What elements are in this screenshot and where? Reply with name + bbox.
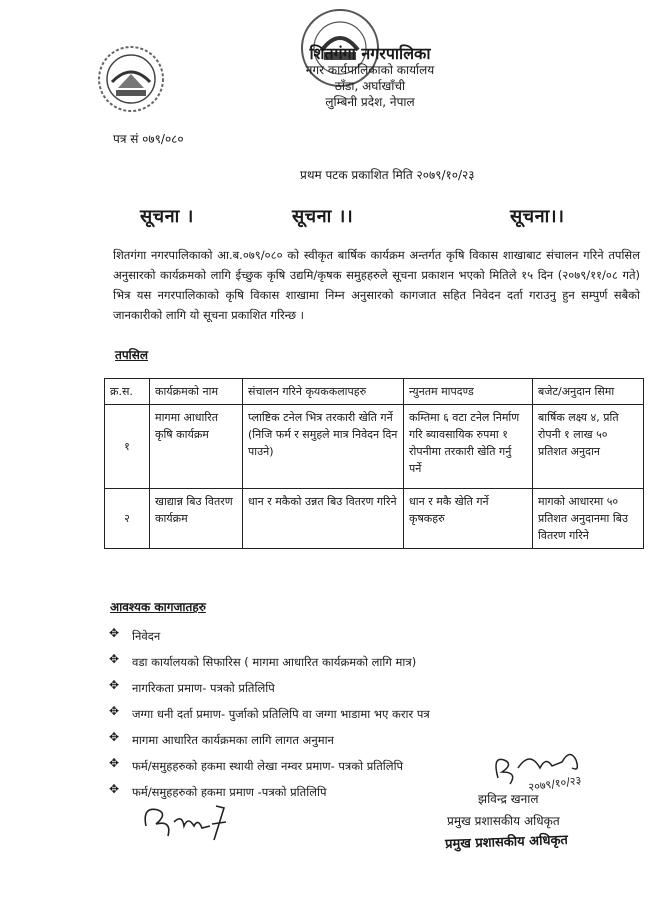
bullet-icon [110,683,120,693]
table-cell: मागको आधारमा ५० प्रतिशत अनुदानमा बिउ वितरण गरिने [533,489,644,549]
documents-heading: आवश्यक कागजातहरु [110,600,206,614]
notice-label-1: सूचना । [140,206,194,227]
table-cell: धान र मकैको उन्नत बिउ वितरण गरिने [243,489,404,549]
bullet-icon [110,631,120,641]
table-cell: खाद्यान्न बिउ वितरण कार्यक्रम [150,489,243,549]
table-row [105,489,644,549]
bullet-icon [110,787,120,797]
column-header: संचालन गरिने कृयककलापहरु [243,379,404,405]
list-item: ✥ फर्म/समुहहरुको हकमा स्थायी लेखा नम्वर प्रमाण- पत्रको प्रतिलिपि [110,753,430,779]
column-header: क्र.स. [105,379,150,405]
table-cell: कम्तिमा ६ वटा टनेल निर्माण गरि ब्यावसायिक रुपमा १ रोपनीमा तरकारी खेति गर्नु पर्ने [404,405,533,489]
table-cell: मागमा आधारित कृषि कार्यक्रम [150,405,243,489]
column-header: न्युनतम मापदण्ड [404,379,533,405]
office-name: नगर कार्यपालिकाको कार्यालय [305,63,435,77]
official-stamp-text: प्रमुख प्रशासकीय अधिकृत [444,832,569,853]
list-item: ✥ निवेदन [110,623,430,649]
header-block [270,46,470,110]
signatory-name: झविन्द्र खनाल [478,792,539,806]
table-cell: २ [105,489,150,549]
column-header: कार्यक्रमको नाम [150,379,243,405]
office-place: ठाँडा, अर्घाखाँची [334,79,406,93]
table-row [105,405,644,489]
notice-label-3: सूचना।। [510,206,565,227]
list-item: ✥ फर्म/समुहहरुको हकमा प्रमाण -पत्रको प्रतिलिपि [110,779,430,805]
documents-section [110,598,430,805]
signature-right [490,738,610,796]
table-cell: प्लाष्टिक टनेल भित्र तरकारी खेति गर्ने (निजि फर्म र समुहले मात्र निवेदन दिन पाउने) [243,405,404,489]
bullet-icon [110,657,120,667]
signatory-title: प्रमुख प्रशासकीय अधिकृत [447,814,560,828]
list-item: ✥ जग्गा धनी दर्ता प्रमाण- पुर्जाको प्रतिलिपि वा जग्गा भाडामा भए करार पत्र [110,701,430,727]
svg-text:२०७९/१०/२३: २०७९/१०/२३ [527,773,583,794]
list-item: ✥ नागरिकता प्रमाण- पत्रको प्रतिलिपि [110,675,430,701]
table-cell: धान र मकै खेति गर्ने कृषकहरु [404,489,533,549]
municipality-title: शितगंगा नगरपालिका [309,44,431,63]
bullet-icon [110,735,120,745]
signature-left [138,796,248,846]
notice-label-2: सूचना ।। [292,206,354,227]
table-cell: १ [105,405,150,489]
table-cell: बार्षिक लक्ष्य ४, प्रति रोपनी १ लाख ५० प्रतिशत अनुदान [533,405,644,489]
schedule-table [104,378,644,549]
nepal-emblem-seal [96,44,166,114]
bullet-icon [110,761,120,771]
schedule-heading: तपसिल [115,348,149,362]
letter-number: पत्र सं ०७९/०८० [113,132,184,146]
list-item: ✥ मागमा आधारित कार्यक्रमका लागि लागत अनुमान [110,727,430,753]
bullet-icon [110,709,120,719]
published-date: प्रथम पटक प्रकाशित मिति २०७९/१०/२३ [300,168,475,182]
notice-body-text: शितगंगा नगरपालिकाको आ.ब.०७९/०८० को स्वीकृत बार्षिक कार्यक्रम अन्तर्गत कृषि विकास शाखाबाट संचालन गरिने तपसिल अनुसारको कार्यक्रमको लागि ईच्छुक कृषि उद्यमि/कृषक समुहहरुले सूचना प्रकाशन भएको मितिले १५ दिन (२०७९/११/०८ गते) भित्र यस नगरपालिकाको कृषि विकास शाखामा निम्न अनुसारको कागजात सहित निवेदन दर्ता गराउनु हुन सम्पुर्ण सबैको जानकारीको लागि यो सूचना प्रकाशित गरिन्छ । [113,248,640,322]
column-header: बजेट/अनुदान सिमा [533,379,644,405]
table-header-row [105,379,644,405]
office-province: लुम्बिनी प्रदेश, नेपाल [325,95,415,109]
list-item: ✥ वडा कार्यालयको सिफारिस ( मागमा आधारित कार्यक्रमको लागि मात्र) [110,649,430,675]
documents-list [110,623,430,805]
